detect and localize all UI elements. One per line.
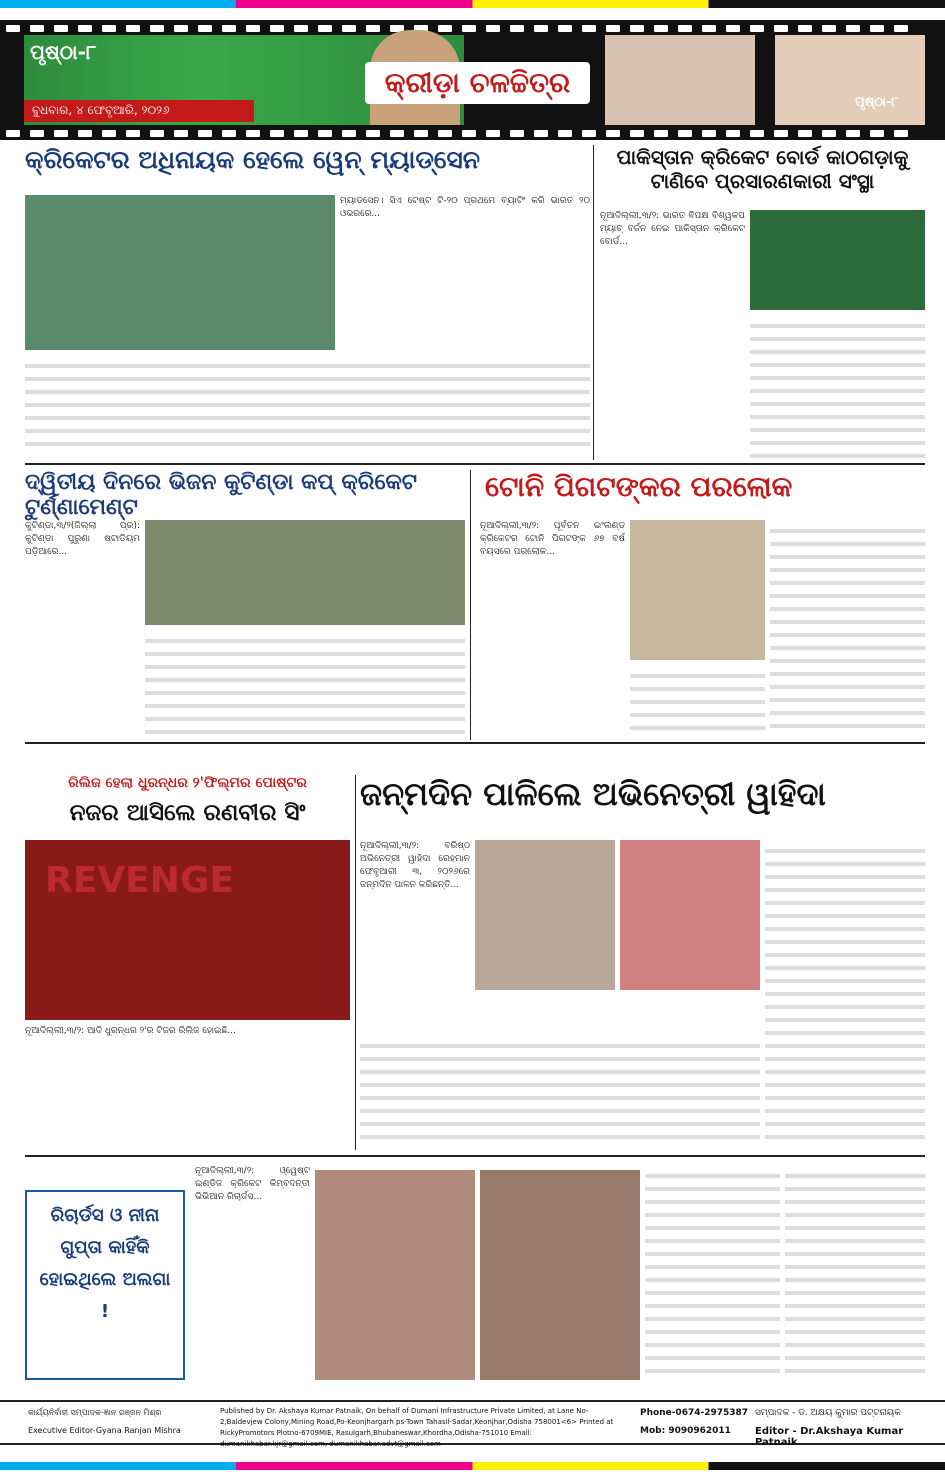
- photo-madsen: [25, 195, 335, 350]
- article-pigott-body-2: [630, 665, 765, 735]
- headline-waheeda: ଜନ୍ମଦିନ ପାଳିଲେ ଅଭିନେତ୍ରୀ ୱାହିଦା: [360, 775, 826, 813]
- footer-editor: Editor - Dr.Akshaya Kumar Patnaik: [755, 1426, 904, 1448]
- headline-tony-pigott: ଟୋନି ପିଗଟଙ୍କର ପରଲୋକ: [485, 470, 793, 503]
- photo-nina-masaba: [315, 1170, 475, 1380]
- article-kutinda-body: କୁଟିଣ୍ଡା,୩/୨(ଜିଲ୍ଲା ପ୍ର): କୁଟିଣ୍ଡା ପୁରୁଣା ଷ୍ଟାଡିୟମ ପଡ଼ିଆରେ...: [25, 521, 140, 557]
- footer-editor-odia: ସମ୍ପାଦକ - ଡ. ଅକ୍ଷୟ କୁମାର ପଟ୍ଟନାୟକ: [755, 1408, 901, 1418]
- section-title-sports: କ୍ରୀଡ଼ା: [384, 66, 460, 99]
- article-waheeda-body: ନୂଆଦିଲ୍ଲୀ,୩/୨: ବରିଷ୍ଠ ଅଭିନେତ୍ରୀ ୱାହିଦା ରେହମାନ ଫେବୃଆରୀ ୩, ୨୦୨୬ରେ ଜନ୍ମଦିନ ପାଳନ କରିଛନ୍ତି...: [360, 841, 470, 890]
- photo-waheeda-then: [620, 840, 760, 990]
- footer: [0, 1400, 945, 1448]
- page-label-right: ପୃଷ୍ଠା-୮: [855, 95, 899, 110]
- film-frame-actress-2: [775, 35, 925, 125]
- divider-h1: [25, 463, 925, 465]
- kicker-dhurandhar: ରିଲିଜ ହେଲା ଧୁରନ୍ଧର ୨'ଫିଲ୍ମର ପୋଷ୍ଟର: [68, 775, 307, 791]
- article-madsen-body: ମ୍ୟାଡସେନ। ସିଏ ଟେଷ୍ଟ ଟି-୨୦ ପ୍ରଥମେ ବ୍ୟାଟିଂ କରି ଭାରତ ୨୦ ଓଭରରେ...: [340, 196, 590, 219]
- headline-madsen: କ୍ରିକେଟର ଅଧିନାୟକ ହେଲେ ୱେନ୍ ମ୍ୟାଡ୍‌ସେନ: [25, 145, 480, 174]
- headline-richards-nina: ରିଚାର୍ଡସ ଓ ନୀନା ଗୁପ୍ତା କାହିଁକି ହୋଇଥିଲେ ଅଲଗା !: [39, 1205, 171, 1322]
- headline-ranveer: ନଜର ଆସିଲେ ରଣବୀର ସିଂ: [69, 800, 306, 826]
- divider-v2: [470, 470, 471, 740]
- footer-exec-editor: Executive Editor-Gyana Ranjan Mishra: [28, 1426, 181, 1435]
- photo-richards: [480, 1170, 640, 1380]
- article-pcb-body-2: [750, 315, 925, 460]
- footer-publisher: Published by Dr. Akshaya Kumar Patnaik, On behalf of Dumani Infrastructure Private Limited, at Lane No-2,Baldevjew Colony,Mining Road,Po-Keonjhargarh ps-Town Tahasil-Sadar,Keonjhar,Odisha 758001<6> Printed at RickyPromotors Plotno-6709MIE, Rasulgarh,Bhubaneswar,Khordha,Odisha-751010 Email: dumanikhabar.kjr@gmail.com, dumanikhabar.advt@gmail.com: [220, 1407, 614, 1448]
- photo-kutinda-teams: [145, 520, 465, 625]
- divider-v3: [355, 775, 356, 1150]
- footer-mob: Mob: 9090962011: [640, 1426, 731, 1436]
- divider-h3: [25, 1155, 925, 1157]
- headline-box-richards: [25, 1190, 185, 1380]
- divider-h2: [25, 742, 925, 744]
- photo-pakistan-team: [750, 210, 925, 310]
- film-holes-top: [0, 22, 945, 34]
- article-richards-body-2: [645, 1165, 780, 1380]
- headline-pcb: ପାକିସ୍ତାନ କ୍ରିକେଟ ବୋର୍ଡ କାଠଗଡ଼ାକୁ ଟାଣିବେ ପ୍ରସାରଣକାରୀ ସଂସ୍ଥା: [616, 145, 909, 193]
- footer-phone: Phone-0674-2975387: [640, 1408, 749, 1418]
- section-title: [365, 62, 590, 104]
- photo-tony-pigott: [630, 520, 765, 660]
- poster-dhurandhar: [25, 840, 350, 1020]
- date-band: ବୁଧବାର, ୪ ଫେବୃଆରି, ୨୦୨୬: [24, 100, 254, 122]
- film-holes-bottom: [0, 127, 945, 139]
- film-frame-actress-1: [605, 35, 755, 125]
- article-dhurandhar-body: ନୂଆଦିଲ୍ଲୀ,୩/୨: ଆଦି ଧୁରନ୍ଧର ୨'ର ଟିଜର ରିଲିଜ ହୋଇଛି...: [25, 1026, 236, 1036]
- photo-waheeda-now: [475, 840, 615, 990]
- section-title-cinema: ଚଳଚ୍ଚିତ୍ର: [469, 66, 571, 99]
- article-waheeda-body-3: [360, 1035, 760, 1145]
- article-madsen-body-2: [25, 355, 590, 455]
- page-label: ପୃଷ୍ଠା-୮: [30, 40, 97, 64]
- color-strip: [0, 0, 945, 8]
- color-strip-bottom: [0, 1462, 945, 1470]
- article-pigott-body: ନୂଆଦିଲ୍ଲୀ,୩/୨: ପୂର୍ବତନ ଇଂଲଣ୍ଡ କ୍ରିକେଟର ଟୋନି ପିଗଟଙ୍କ ୬୭ ବର୍ଷ ବୟସରେ ପରଲୋକ...: [480, 521, 625, 557]
- poster-text: REVENGE: [45, 860, 235, 901]
- footer-exec-editor-odia: କାର୍ଯ୍ୟନିର୍ବାହୀ ସମ୍ପାଦକ-ଜ୍ଞାନ ରଞ୍ଜନ ମିଶ୍ର: [28, 1408, 162, 1417]
- article-richards-body: ନୂଆଦିଲ୍ଲୀ,୩/୨: ଓ୍ୱେଷ୍ଟ ଇଣ୍ଡିଜ କ୍ରିକେଟ କିମ୍ବଦନ୍ତୀ ଭିଭିଆନ ରିଚାର୍ଡସ...: [195, 1166, 310, 1202]
- headline-kutinda-cup: ଦ୍ୱିତୀୟ ଦିନରେ ଭିଜନ କୁଟିଣ୍ଡା କପ୍ କ୍ରିକେଟ ଟୁର୍ଣ୍ଣାମେଣ୍ଟ: [25, 470, 417, 520]
- divider-v1: [593, 145, 594, 460]
- article-pcb-body: ନୂଆଦିଲ୍ଲୀ,୩/୨: ଭାରତ ବିପକ୍ଷ ବିଶ୍ୱକପ ମ୍ୟାଚ୍ ବର୍ଜନ ନେଇ ପାକିସ୍ତାନ କ୍ରିକେଟ ବୋର୍ଡ...: [600, 211, 745, 247]
- article-kutinda-body-2: [145, 630, 465, 735]
- article-waheeda-body-2: [765, 840, 925, 1145]
- article-pigott-body-3: [770, 520, 925, 735]
- article-richards-body-3: [785, 1165, 925, 1380]
